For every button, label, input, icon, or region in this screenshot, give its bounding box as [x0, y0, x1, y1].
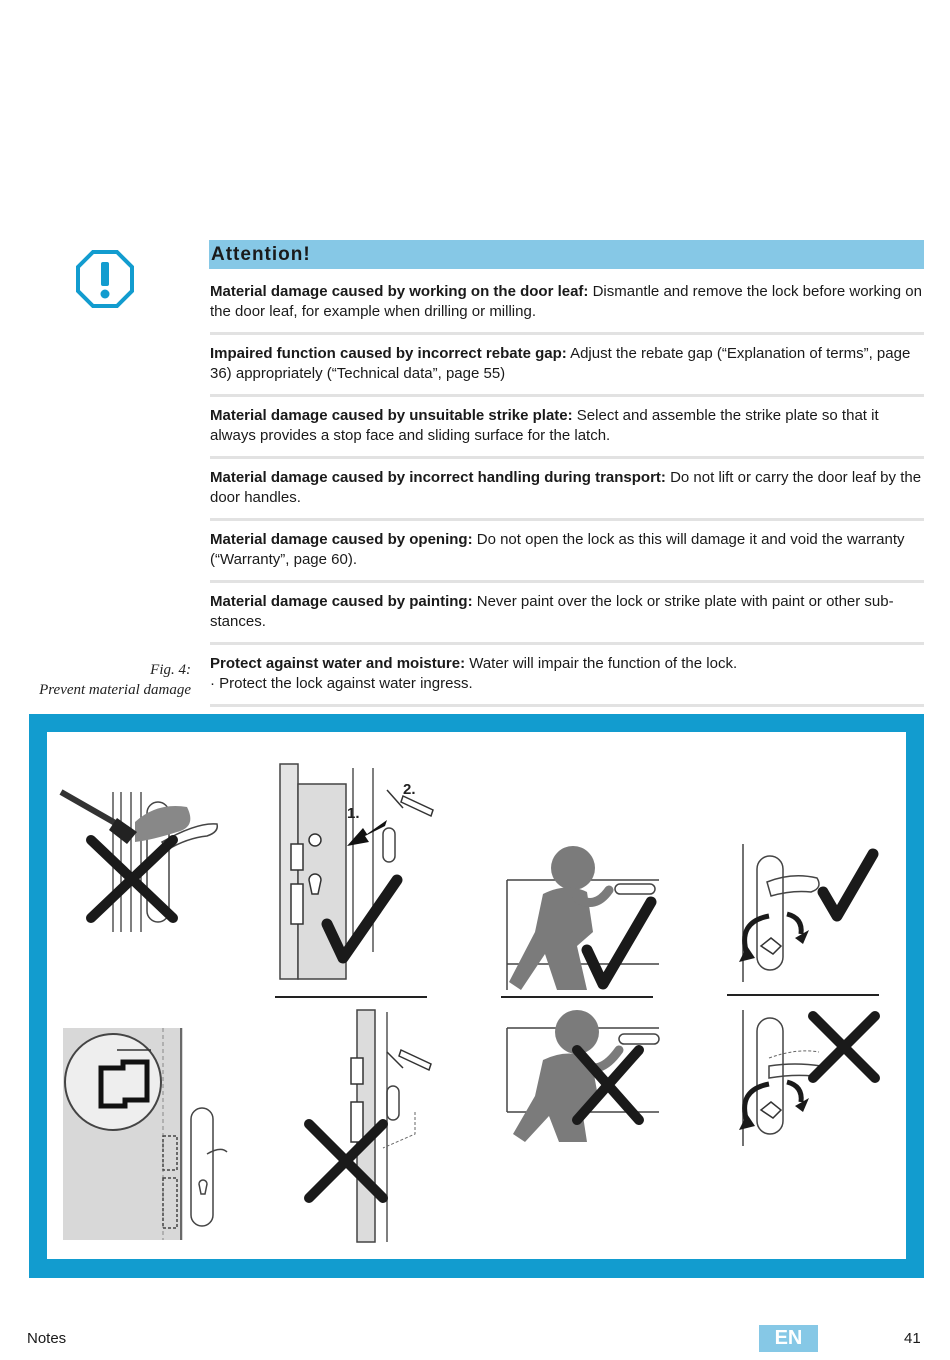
- rebate-gap-detail-illustration: [63, 1028, 227, 1240]
- checkmark-icon: [587, 902, 651, 984]
- note-item: [210, 282, 924, 335]
- cross-icon: [813, 1016, 875, 1078]
- note-item: [210, 654, 924, 707]
- page-number: 41: [904, 1330, 921, 1347]
- note-heading: Material damage caused by opening:: [210, 531, 473, 548]
- lock-insertion-forbidden-illustration: [309, 1010, 431, 1242]
- warning-octagon-icon: [76, 250, 134, 308]
- note-heading: Material damage caused by unsuitable strike plate:: [210, 407, 573, 424]
- figure-illustration: [47, 732, 906, 1259]
- note-text: Select and assemble the strike plate so that it always provides a stop face and sliding surface for the latch.: [210, 407, 879, 444]
- note-bullet: · Protect the lock against water ingress.: [210, 675, 473, 692]
- note-heading: Material damage caused by painting:: [210, 593, 473, 610]
- cross-icon: [91, 840, 173, 918]
- note-heading: Impaired function caused by incorrect rebate gap:: [210, 345, 567, 362]
- checkmark-icon: [823, 854, 873, 916]
- note-item: [210, 344, 924, 397]
- figure-panel: [47, 732, 906, 1259]
- door-handling-forbidden-illustration: [507, 1010, 659, 1142]
- note-text: Do not open the lock as this will damage it and void the warranty (“Warranty”, page 60).: [210, 531, 905, 568]
- figure-frame: [29, 714, 924, 1278]
- step-1-label: 1.: [347, 805, 360, 822]
- painting-forbidden-illustration: [61, 792, 217, 932]
- note-text: Do not lift or carry the door leaf by the door handles.: [210, 469, 922, 506]
- attention-title: Attention!: [211, 244, 311, 265]
- note-heading: Material damage caused by working on the door leaf:: [210, 283, 589, 300]
- note-item: [210, 530, 924, 583]
- notes-list: [210, 282, 924, 716]
- note-text: Water will impair the function of the lock.: [465, 655, 738, 672]
- footer-section-label: Notes: [27, 1330, 67, 1347]
- note-item: [210, 592, 924, 645]
- handle-turn-correct-illustration: [727, 844, 879, 995]
- figure-caption-title: Prevent material damage: [39, 682, 191, 698]
- figure-caption-number: Fig. 4:: [150, 662, 191, 678]
- handle-turn-forbidden-illustration: [739, 1010, 875, 1146]
- note-item: [210, 406, 924, 459]
- lock-insertion-correct-illustration: [275, 764, 433, 997]
- language-badge: EN: [759, 1325, 818, 1352]
- note-heading: Material damage caused by incorrect handling during transport:: [210, 469, 666, 486]
- step-2-label: 2.: [403, 781, 416, 798]
- figure-caption: [39, 660, 191, 700]
- note-text: Never paint over the lock or strike plate with paint or other sub-stances.: [210, 593, 894, 630]
- note-item: [210, 468, 924, 521]
- door-handling-correct-illustration: [501, 846, 659, 997]
- note-text: Adjust the rebate gap (“Explanation of terms”, page 36) appropriately (“Technical data”, page 55): [210, 345, 911, 382]
- note-text: Dismantle and remove the lock before working on the door leaf, for example when drilling or milling.: [210, 283, 922, 320]
- attention-header: [209, 240, 924, 269]
- note-heading: Protect against water and moisture:: [210, 655, 466, 672]
